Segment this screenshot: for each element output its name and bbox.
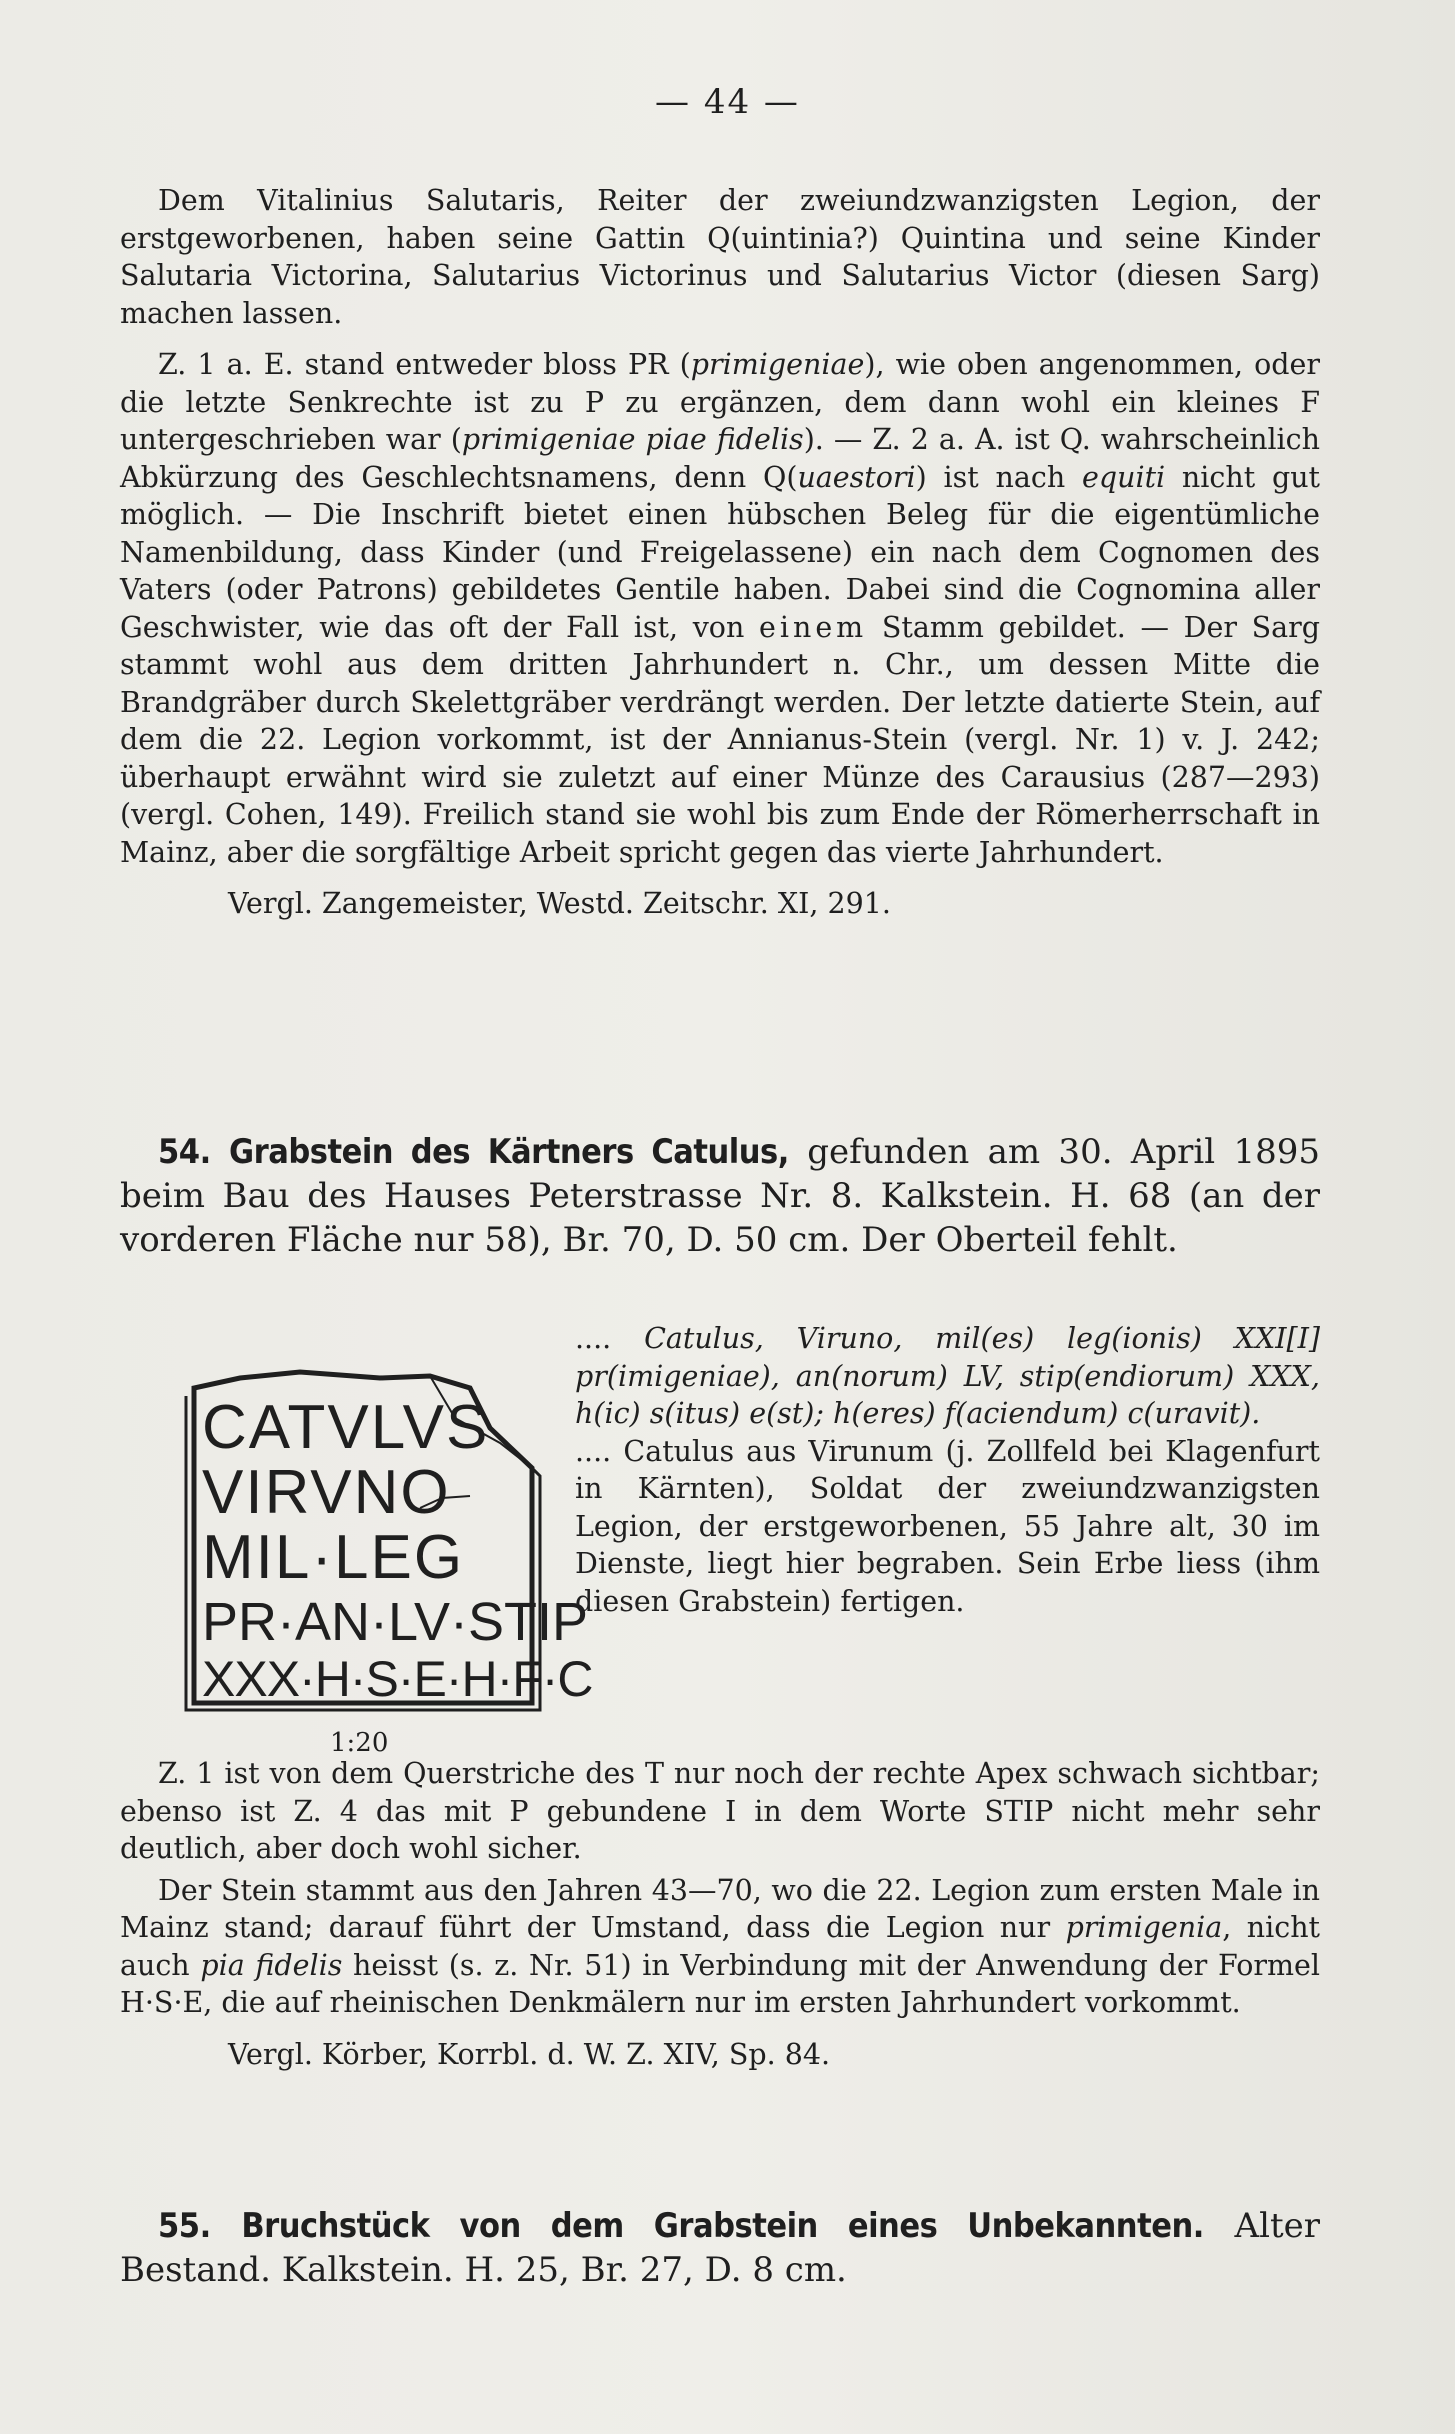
inscription-side-text: [575, 1320, 1320, 1620]
entry-54-description: gefunden am 30. April 1895 beim Bau des Hauses Peterstrasse Nr. 8. Kalkstein. H. 68 (an der vorderen Fläche nur 58), Br. 70, D. 50 cm. Der Oberteil fehlt.: [120, 1132, 1320, 1260]
inscription-transcription: .... Catulus, Viruno, mil(es) leg(ionis) XXI[I] pr(imigeniae), an(norum) LV, stip(endiorum) XXX, h(ic) s(itus) e(st); h(eres) f(aciendum) c(uravit).: [575, 1322, 1320, 1430]
entry-54-reference: Vergl. Körber, Korrbl. d. W. Z. XIV, Sp. 84.: [228, 2037, 831, 2071]
inscription-line-1: CATVLVS: [202, 1393, 490, 1462]
inscription-figure: [120, 1318, 593, 1758]
inscription-line-5: XXX·H·S·E·H·F·C: [202, 1651, 593, 1707]
intro-paragraph-1: Dem Vitalinius Salutaris, Reiter der zweiundzwanzigsten Legion, der erstgeworbenen, haben seine Gattin Q(uintinia?) Quintina und seine Kinder Salutaria Victorina, Salutarius Victorinus und Salutarius Victor (diesen Sarg) machen lassen.: [120, 184, 1320, 330]
intro-paragraph-2: Z. 1 a. E. stand entweder bloss PR (primigeniae), wie oben angenommen, oder die letzte Senkrechte ist zu P zu ergänzen, dem dann wohl ein kleines F untergeschrieben war (primigeniae piae fidelis). — Z. 2 a. A. ist Q. wahrscheinlich Abkürzung des Geschlechtsnamens, denn Q(uaestori) ist nach equiti nicht gut möglich. — Die Inschrift bietet einen hübschen Beleg für die eigentümliche Namenbildung, dass Kinder (und Freigelassene) ein nach dem Cognomen des Vaters (oder Patrons) gebildetes Gentile haben. Dabei sind die Cognomina aller Geschwister, wie das oft der Fall ist, von einem Stamm gebildet. — Der Sarg stammt wohl aus dem dritten Jahrhundert n. Chr., um dessen Mitte die Brandgräber durch Skelettgräber verdrängt werden. Der letzte datierte Stein, auf dem die 22. Legion vorkommt, ist der Annianus-Stein (vergl. Nr. 1) v. J. 242; überhaupt erwähnt wird sie zuletzt auf einer Münze des Carausius (287—293) (vergl. Cohen, 149). Freilich stand sie wohl bis zum Ende der Römerherrschaft in Mainz, aber die sorgfältige Arbeit spricht gegen das vierte Jahrhundert.: [120, 348, 1320, 869]
inscription-line-2: VIRVNO: [202, 1458, 451, 1527]
page-number: — 44 —: [655, 82, 800, 122]
gravestone-drawing: [180, 1348, 593, 1718]
entry-55-number: 55.: [158, 2206, 211, 2246]
entry-54-heading: [120, 1130, 1320, 1262]
inscription-translation: .... Catulus aus Virunum (j. Zollfeld bei Klagenfurt in Kärnten), Soldat der zweiundzwanzigsten Legion, der erstgeworbenen, 55 Jahre alt, 30 im Dienste, liegt hier begraben. Sein Erbe liess (ihm diesen Grabstein) fertigen.: [575, 1434, 1320, 1618]
entry-55-heading: [120, 2204, 1320, 2292]
entry-54-note-1: Z. 1 ist von dem Querstriche des T nur noch der rechte Apex schwach sichtbar; ebenso ist Z. 4 das mit P gebundene I in dem Worte STIP nicht mehr sehr deutlich, aber doch wohl sicher.: [120, 1757, 1320, 1865]
inscription-line-4: PR·AN·LV·STIP: [202, 1592, 589, 1652]
intro-section: [120, 182, 1320, 923]
figure-scale: 1:20: [330, 1728, 389, 1758]
entry-54-number: 54.: [158, 1132, 211, 1172]
entry-54-notes: [120, 1755, 1320, 2073]
entry-55-title: Bruchstück von dem Grabstein eines Unbekannten.: [241, 2206, 1204, 2246]
inscription-line-3: MIL·LEG: [202, 1523, 465, 1592]
entry-54-note-2: Der Stein stammt aus den Jahren 43—70, wo die 22. Legion zum ersten Male in Mainz stand; darauf führt der Umstand, dass die Legion nur primigenia, nicht auch pia fidelis heisst (s. z. Nr. 51) in Verbindung mit der Anwendung der Formel H·S·E, die auf rheinischen Denkmälern nur im ersten Jahrhundert vorkommt.: [120, 1873, 1320, 2019]
entry-54-title: Grabstein des Kärtners Catulus,: [229, 1132, 789, 1172]
entry-55-description: Alter Bestand. Kalkstein. H. 25, Br. 27, D. 8 cm.: [120, 2206, 1320, 2290]
intro-reference: Vergl. Zangemeister, Westd. Zeitschr. XI, 291.: [228, 887, 891, 920]
